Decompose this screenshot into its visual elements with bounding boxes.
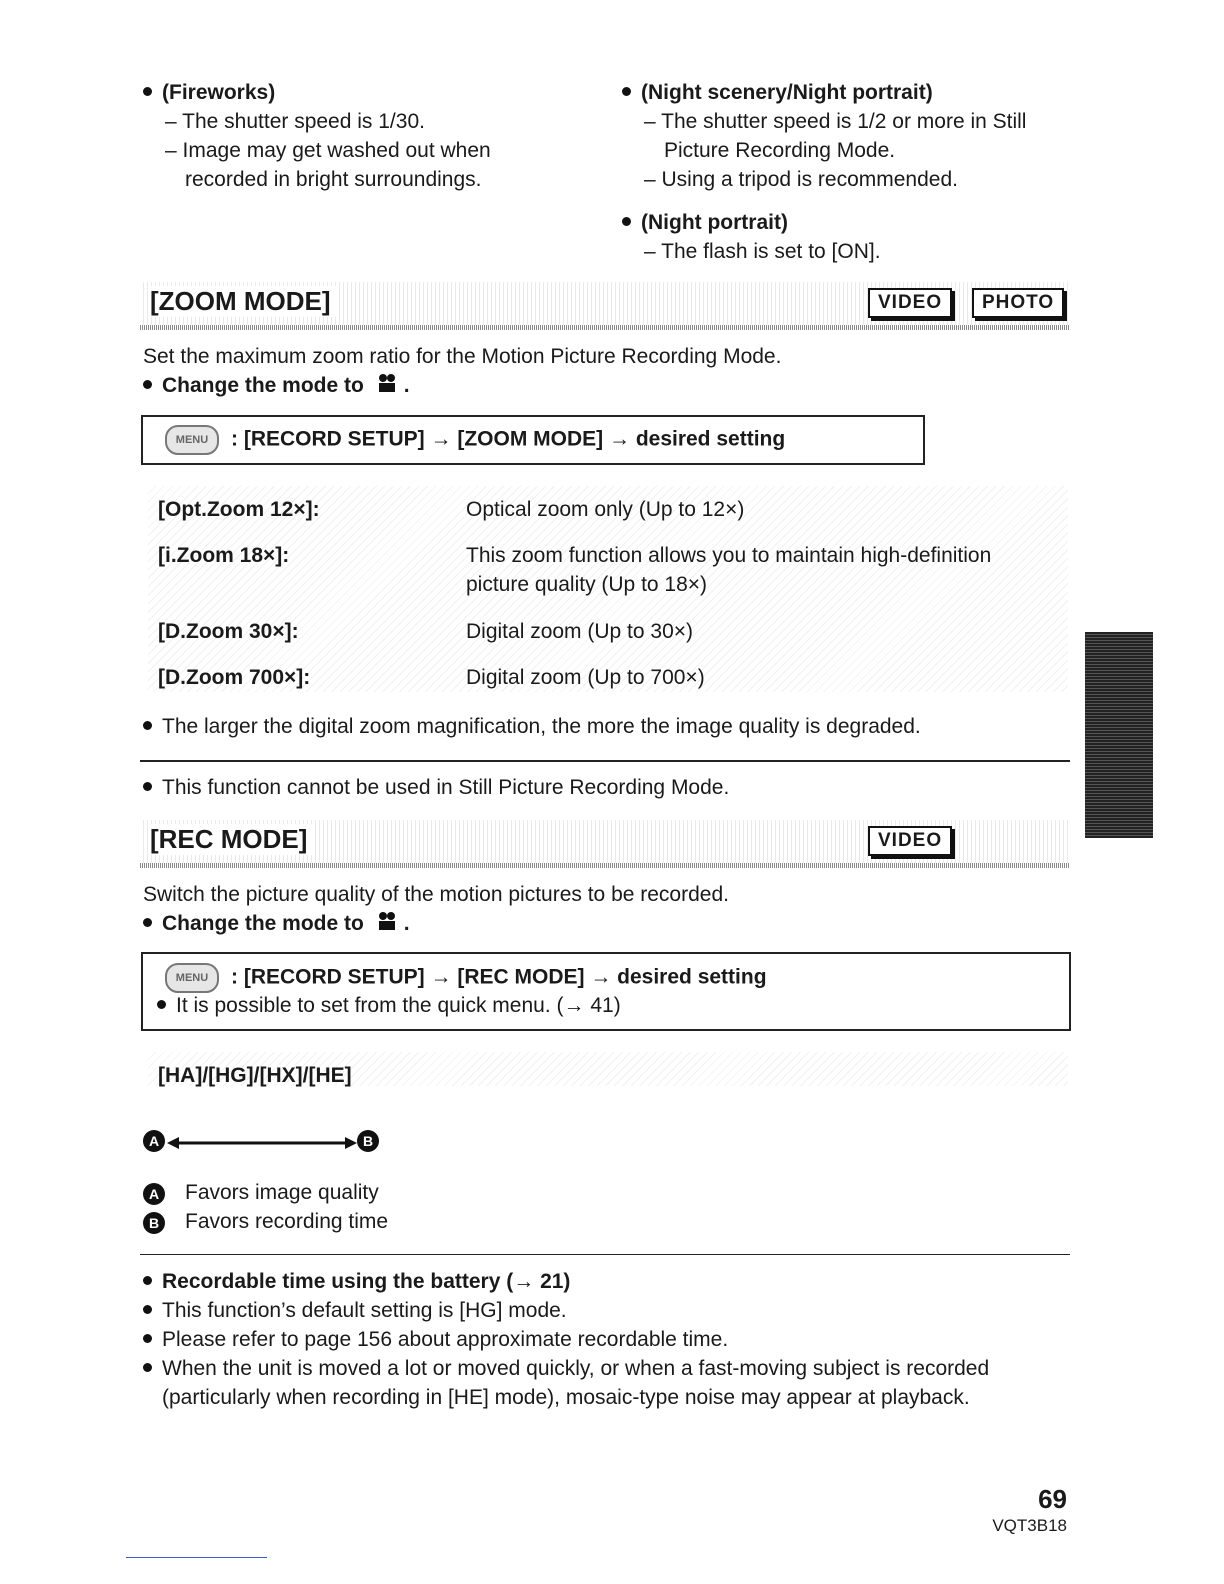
bullet-icon [143, 782, 152, 791]
rec-bullet-text: Please refer to page 156 about approximate recordable time. [162, 1328, 729, 1351]
bullet-icon [143, 1305, 152, 1314]
motion-picture-mode-icon [376, 373, 398, 393]
zoom-mode-header [140, 282, 1070, 330]
fireworks-line-2: Image may get washed out when recorded in bright surroundings. [182, 139, 491, 191]
zoom-note [143, 712, 921, 741]
night-heading: (Night scenery/Night portrait) [641, 81, 933, 104]
zoom-note-2 [143, 773, 729, 802]
rec-options-row [148, 1052, 1068, 1086]
bullet-icon [143, 721, 152, 730]
night-portrait-heading: (Night portrait) [641, 211, 788, 234]
rec-menu-note: It is possible to set from the quick menu. (→ 41) [176, 994, 621, 1017]
label-a-icon: A [143, 1183, 165, 1205]
quality-scale [143, 1130, 383, 1156]
bullet-icon [622, 87, 631, 96]
document-code: VQT3B18 [992, 1516, 1067, 1535]
fireworks-block: (Fireworks) – The shutter speed is 1/30. – Image may get washed out when recorded in bright surroundings. [143, 78, 563, 194]
fireworks-line-1: The shutter speed is 1/30. [182, 110, 425, 133]
zoom-description: Set the maximum zoom ratio for the Motion Picture Recording Mode. [143, 345, 782, 368]
night-portrait-line: The flash is set to [ON]. [661, 240, 881, 263]
rec-change-mode: Change the mode to . [143, 909, 410, 938]
legend-a [143, 1178, 379, 1207]
label-a-icon: A [143, 1130, 165, 1152]
zoom-option-label: [i.Zoom 18×]: [158, 544, 290, 567]
rec-change-text: Change the mode to [162, 912, 364, 935]
bullet-icon [143, 1363, 152, 1372]
bullet-icon [143, 380, 152, 389]
rec-mode-title: [REC MODE] [150, 824, 313, 855]
zoom-mode-title: [ZOOM MODE] [150, 286, 337, 317]
zoom-options-table [148, 486, 1068, 692]
zoom-option-desc: picture quality (Up to 18×) [466, 573, 708, 596]
rec-menu-box [141, 952, 1071, 1031]
rec-bullet-text: When the unit is moved a lot or moved quickly, or when a fast-moving subject is recorded [162, 1357, 990, 1380]
bullet-icon [143, 1334, 152, 1343]
zoom-option-label: [D.Zoom 700×]: [158, 666, 311, 689]
bullet-icon [143, 1276, 152, 1285]
rec-bullet [143, 1296, 567, 1325]
section-rule [140, 863, 1070, 868]
section-rule [140, 325, 1070, 330]
motion-picture-mode-icon [376, 911, 398, 931]
bullet-icon [622, 217, 631, 226]
night-block: (Night scenery/Night portrait) – The shutter speed is 1/2 or more in Still Picture Recording Mode. – Using a tripod is recommended. (Night portrait) – The flash is set to [ON]. [622, 78, 1072, 266]
night-line-1: The shutter speed is 1/2 or more in Still Picture Recording Mode. [661, 110, 1027, 162]
photo-badge: PHOTO [972, 288, 1064, 318]
zoom-note-text: The larger the digital zoom magnification, the more the image quality is degraded. [162, 715, 921, 738]
menu-button-icon: MENU [165, 425, 219, 455]
legend-a-text: Favors image quality [185, 1181, 379, 1204]
bullet-icon [143, 918, 152, 927]
rec-bullet-continued: (particularly when recording in [HE] mode), mosaic-type noise may appear at playback. [162, 1386, 970, 1409]
zoom-option-desc: Optical zoom only (Up to 12×) [466, 498, 745, 521]
legend-b-text: Favors recording time [185, 1210, 389, 1233]
zoom-option-label: [Opt.Zoom 12×]: [158, 498, 320, 521]
zoom-menu-box [141, 415, 925, 465]
zoom-option-desc: Digital zoom (Up to 30×) [466, 620, 694, 643]
rec-description: Switch the picture quality of the motion pictures to be recorded. [143, 883, 729, 906]
rec-bullet-text: Recordable time using the battery (→ 21) [162, 1270, 571, 1293]
label-b-icon: B [143, 1212, 165, 1234]
zoom-change-text: Change the mode to [162, 374, 364, 397]
rec-options: [HA]/[HG]/[HX]/[HE] [158, 1064, 352, 1087]
rec-menu-path: : [RECORD SETUP] → [REC MODE] → desired setting [231, 965, 767, 989]
footer-link-underline [126, 1557, 267, 1558]
menu-button-icon: MENU [165, 963, 219, 993]
rec-bullet [143, 1267, 570, 1296]
rec-bullet [143, 1325, 728, 1354]
night-line-2: Using a tripod is recommended. [661, 168, 958, 191]
chapter-side-tab [1085, 632, 1153, 838]
zoom-option-desc: This zoom function allows you to maintain high-definition [466, 544, 992, 567]
video-badge: VIDEO [868, 288, 952, 318]
zoom-note-2-text: This function cannot be used in Still Picture Recording Mode. [162, 776, 730, 799]
divider [140, 760, 1070, 762]
video-badge: VIDEO [868, 826, 952, 856]
page-number: 69 [1038, 1484, 1067, 1514]
divider [140, 1254, 1070, 1255]
bullet-icon [157, 1000, 166, 1009]
zoom-option-label: [D.Zoom 30×]: [158, 620, 299, 643]
fireworks-heading: (Fireworks) [162, 81, 276, 104]
double-arrow-icon [167, 1134, 357, 1152]
rec-bullet-text: This function’s default setting is [HG] mode. [162, 1299, 567, 1322]
zoom-menu-path: : [RECORD SETUP] → [ZOOM MODE] → desired setting [231, 427, 786, 451]
label-b-icon: B [357, 1130, 379, 1152]
bullet-icon [143, 87, 152, 96]
rec-mode-header [140, 820, 1070, 868]
zoom-option-desc: Digital zoom (Up to 700×) [466, 666, 705, 689]
rec-bullet [143, 1354, 989, 1383]
legend-b [143, 1207, 388, 1236]
zoom-change-mode: Change the mode to . [143, 371, 410, 400]
